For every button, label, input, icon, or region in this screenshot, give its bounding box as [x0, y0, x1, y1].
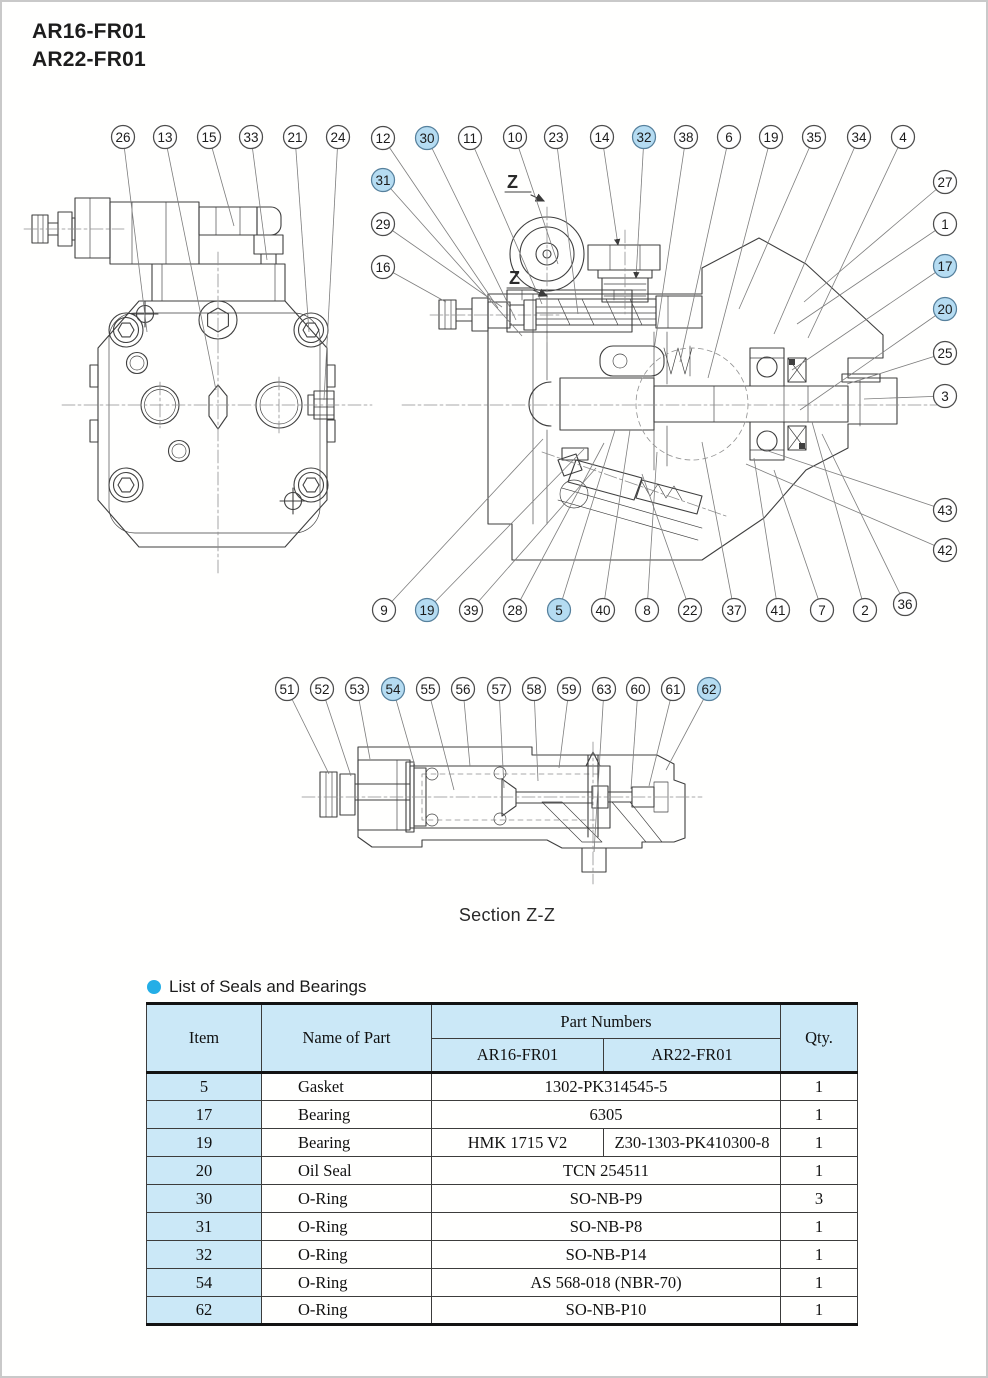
callout-19: [708, 126, 783, 379]
cell-part-number: SO-NB-P9: [432, 1185, 781, 1213]
callout-number: 22: [682, 602, 698, 618]
cell-qty: 1: [781, 1213, 858, 1241]
callout-number: 35: [806, 129, 822, 145]
callout-36: [822, 434, 917, 616]
col-header-name: Name of Part: [262, 1004, 432, 1073]
callout-1: [797, 213, 957, 325]
callout-number: 40: [595, 602, 611, 618]
cell-qty: 1: [781, 1297, 858, 1325]
callout-number: 53: [349, 681, 365, 697]
cell-name: O-Ring: [262, 1297, 432, 1325]
callout-leader: [427, 138, 516, 320]
callout-leader: [515, 443, 604, 610]
table-row: [147, 1269, 858, 1297]
callout-number: 20: [937, 301, 953, 317]
table-row: [147, 1073, 858, 1101]
cell-qty: 1: [781, 1269, 858, 1297]
cell-name: O-Ring: [262, 1269, 432, 1297]
callout-leader: [647, 452, 657, 610]
callout-41: [754, 458, 790, 622]
cell-item: 62: [147, 1297, 262, 1325]
callout-number: 8: [643, 602, 651, 618]
callout-number: 34: [851, 129, 867, 145]
callout-number: 14: [594, 129, 610, 145]
callout-number: 24: [330, 129, 346, 145]
callout-number: 21: [287, 129, 303, 145]
callout-leader: [792, 266, 945, 370]
callout-number: 3: [941, 388, 949, 404]
callout-57: [488, 678, 511, 789]
callout-leader: [822, 434, 905, 604]
callout-11: [459, 127, 543, 305]
page-title: [32, 18, 146, 74]
callout-9: [373, 439, 544, 622]
callout-number: 51: [279, 681, 295, 697]
callout-63: [593, 678, 616, 853]
callout-55: [417, 678, 455, 791]
model-code-ar16: AR16-FR01: [32, 20, 146, 43]
callout-number: 60: [630, 681, 646, 697]
callout-number: 16: [375, 259, 391, 275]
svg-text:Z: Z: [507, 172, 518, 192]
callout-39: [460, 468, 597, 622]
callout-number: 37: [726, 602, 742, 618]
table-row: [147, 1157, 858, 1185]
callout-number: 10: [507, 129, 523, 145]
table-row: [147, 1213, 858, 1241]
callout-2: [812, 422, 877, 622]
callout-leader: [864, 396, 945, 399]
callout-leader: [322, 689, 351, 776]
cell-item: 31: [147, 1213, 262, 1241]
callout-60: [627, 678, 650, 790]
callout-number: 31: [375, 172, 391, 188]
callout-number: 41: [770, 602, 786, 618]
seals-bearings-table: [146, 1002, 858, 1326]
cell-item: 30: [147, 1185, 262, 1213]
callout-number: 32: [636, 129, 652, 145]
callout-30: [416, 127, 517, 321]
callout-number: 58: [526, 681, 542, 697]
callout-number: 39: [463, 602, 479, 618]
cell-part-number-ar16: HMK 1715 V2: [432, 1129, 604, 1157]
col-header-part-numbers: Part Numbers: [432, 1004, 781, 1039]
callout-number: 38: [678, 129, 694, 145]
callout-37: [702, 442, 746, 622]
table-row: [147, 1185, 858, 1213]
callout-number: 11: [462, 130, 478, 146]
callout-number: 63: [596, 681, 612, 697]
cell-qty: 3: [781, 1185, 858, 1213]
callout-leader: [804, 182, 945, 302]
callout-28: [504, 443, 605, 622]
cell-qty: 1: [781, 1241, 858, 1269]
callout-leader: [812, 422, 865, 610]
callout-leader: [295, 137, 309, 332]
section-zz-label: Section Z-Z: [458, 905, 556, 925]
callout-54: [382, 678, 416, 767]
callout-leader: [383, 180, 522, 336]
callout-number: 5: [555, 602, 563, 618]
callout-number: 55: [420, 681, 436, 697]
callout-3: [864, 385, 957, 408]
callout-number: 2: [861, 602, 869, 618]
callout-13: [154, 126, 217, 391]
callout-number: 27: [937, 174, 953, 190]
cell-qty: 1: [781, 1073, 858, 1101]
cross-section-drawing: [402, 172, 937, 560]
cell-qty: 1: [781, 1129, 858, 1157]
table-row: [147, 1241, 858, 1269]
callout-leader: [774, 137, 859, 334]
callout-leader: [324, 137, 338, 400]
section-zz-drawing: [302, 742, 702, 884]
callout-number: 54: [385, 681, 401, 697]
callout-number: 9: [380, 602, 388, 618]
callout-leader: [649, 689, 673, 786]
callout-number: 33: [243, 129, 259, 145]
callout-leader: [702, 442, 734, 610]
callout-16: [372, 256, 447, 303]
col-header-item: Item: [147, 1004, 262, 1073]
callout-number: 19: [419, 602, 435, 618]
callout-40: [592, 430, 631, 622]
table-row: [147, 1297, 858, 1325]
callout-56: [452, 678, 475, 767]
callout-number: 7: [818, 602, 826, 618]
callout-number: 19: [763, 129, 779, 145]
cell-name: O-Ring: [262, 1213, 432, 1241]
cell-name: O-Ring: [262, 1185, 432, 1213]
cell-part-number: TCN 254511: [432, 1157, 781, 1185]
callout-38: [654, 126, 698, 351]
callout-5: [548, 430, 616, 622]
cell-part-number: 6305: [432, 1101, 781, 1129]
cell-part-number: SO-NB-P10: [432, 1297, 781, 1325]
list-bullet-icon: [147, 980, 161, 994]
callout-leader: [209, 137, 234, 226]
callout-number: 36: [897, 596, 913, 612]
callout-leader: [603, 430, 630, 610]
svg-text:Z: Z: [509, 268, 520, 288]
cell-part-number-ar22: Z30-1303-PK410300-8: [604, 1129, 781, 1157]
model-code-ar22: AR22-FR01: [32, 47, 146, 71]
section-figure-callouts: [276, 678, 721, 853]
callout-leader: [123, 137, 147, 332]
cell-item: 17: [147, 1101, 262, 1129]
callout-number: 17: [937, 258, 953, 274]
callout-number: 26: [115, 129, 131, 145]
callout-leader: [427, 449, 584, 610]
callout-34: [774, 126, 871, 335]
cell-part-number: 1302-PK314545-5: [432, 1073, 781, 1101]
cell-qty: 1: [781, 1101, 858, 1129]
callout-number: 25: [937, 345, 953, 361]
callout-leader: [774, 470, 822, 610]
callout-59: [558, 678, 581, 769]
cell-name: Bearing: [262, 1129, 432, 1157]
callout-leader: [383, 224, 502, 307]
callout-number: 30: [419, 130, 435, 146]
col-header-ar16: AR16-FR01: [432, 1039, 604, 1073]
callout-6: [680, 126, 741, 363]
exploded-view-figure: [2, 2, 988, 942]
cell-item: 5: [147, 1073, 262, 1101]
callout-number: 61: [665, 681, 681, 697]
callout-number: 59: [561, 681, 577, 697]
callout-35: [739, 126, 826, 310]
seals-bearings-heading: [147, 977, 367, 997]
callout-leader: [762, 449, 945, 510]
callout-number: 29: [375, 216, 391, 232]
cell-name: O-Ring: [262, 1241, 432, 1269]
cell-name: Bearing: [262, 1101, 432, 1129]
table-row: [147, 1129, 858, 1157]
cell-part-number: AS 568-018 (NBR-70): [432, 1269, 781, 1297]
callout-number: 1: [941, 216, 949, 232]
callout-27: [804, 171, 957, 303]
table-row: [147, 1101, 858, 1129]
callout-14: [591, 126, 619, 246]
callout-leader: [251, 137, 267, 260]
cell-part-number: SO-NB-P8: [432, 1213, 781, 1241]
callout-number: 52: [314, 681, 330, 697]
callout-52: [311, 678, 352, 777]
callout-number: 13: [157, 129, 173, 145]
cell-part-number: SO-NB-P14: [432, 1241, 781, 1269]
callout-61: [649, 678, 685, 787]
callout-leader: [556, 137, 578, 314]
callout-leader: [384, 439, 543, 610]
callout-number: 28: [507, 602, 523, 618]
callout-leader: [666, 689, 709, 770]
cell-qty: 1: [781, 1157, 858, 1185]
callout-leader: [287, 689, 329, 774]
callout-number: 6: [725, 129, 733, 145]
callout-leader: [428, 689, 454, 790]
callout-number: 56: [455, 681, 471, 697]
cell-name: Oil Seal: [262, 1157, 432, 1185]
callout-number: 57: [491, 681, 507, 697]
front-view-drawing: [24, 198, 372, 574]
callout-leader: [680, 137, 729, 362]
callout-leader: [602, 137, 618, 245]
callout-number: 43: [937, 502, 953, 518]
callout-number: 15: [201, 129, 217, 145]
callout-33: [240, 126, 268, 261]
callout-21: [284, 126, 310, 333]
cell-item: 20: [147, 1157, 262, 1185]
cell-item: 19: [147, 1129, 262, 1157]
callout-leader: [739, 137, 814, 309]
callout-leader: [534, 689, 538, 781]
callout-number: 62: [701, 681, 717, 697]
col-header-ar22: AR22-FR01: [604, 1039, 781, 1073]
callout-19: [416, 449, 585, 622]
callout-leader: [499, 689, 504, 788]
callout-number: 23: [548, 129, 564, 145]
callout-leader: [797, 224, 945, 324]
callout-24: [324, 126, 350, 401]
callout-leader: [642, 474, 690, 610]
seals-bearings-heading-text: List of Seals and Bearings: [169, 977, 367, 996]
callout-7: [774, 470, 834, 622]
callout-31: [372, 169, 523, 337]
callout-leader: [654, 137, 686, 350]
callout-number: 4: [899, 129, 907, 145]
callout-32: [633, 126, 656, 279]
callout-number: 12: [375, 130, 391, 146]
cell-name: Gasket: [262, 1073, 432, 1101]
callout-leader: [808, 137, 903, 338]
callout-leader: [471, 468, 596, 610]
callout-number: 42: [937, 542, 953, 558]
col-header-qty: Qty.: [781, 1004, 858, 1073]
callout-leader: [631, 689, 638, 789]
callout-leader: [754, 458, 778, 610]
cell-item: 54: [147, 1269, 262, 1297]
cell-item: 32: [147, 1241, 262, 1269]
